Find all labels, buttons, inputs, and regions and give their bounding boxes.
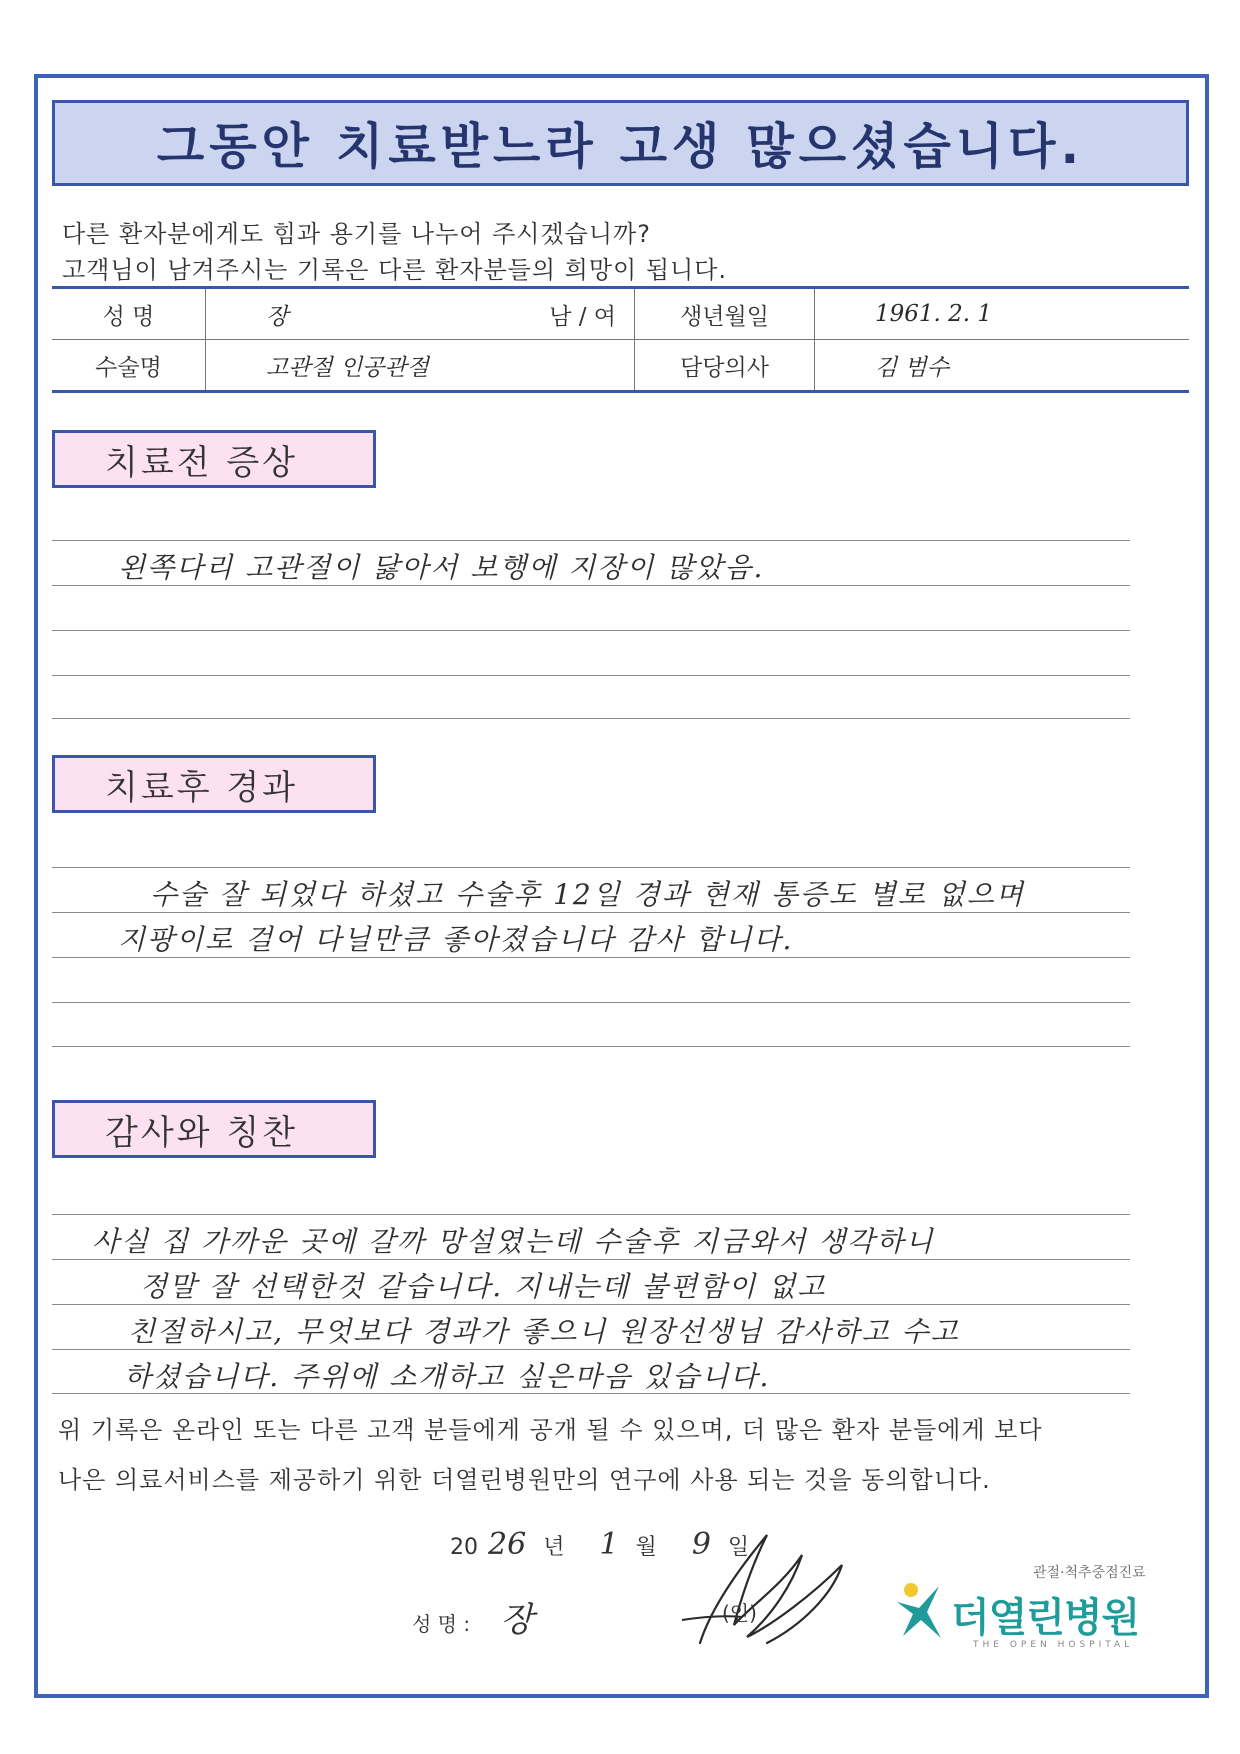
date-month-label: 월 <box>635 1535 657 1560</box>
name-value: 장 <box>266 303 289 330</box>
logo-subtitle: 관절·척추중점진료 <box>1033 1565 1146 1581</box>
logo-english: THE OPEN HOSPITAL <box>973 1640 1134 1650</box>
name-cell <box>206 288 635 340</box>
doctor-value: 김 범수 <box>815 340 1190 392</box>
writing-line <box>52 1002 1130 1003</box>
after-text-line-1: 수술 잘 되었다 하셨고 수술후 12일 경과 현재 통증도 별로 없으며 <box>150 878 1025 911</box>
signature-line <box>412 1592 533 1641</box>
birth-label: 생년월일 <box>635 288 815 340</box>
writing-line <box>52 630 1130 631</box>
doctor-label: 담당의사 <box>635 340 815 392</box>
thanks-text-line-4: 하셨습니다. 주위에 소개하고 싶은마음 있습니다. <box>124 1360 771 1393</box>
after-text-line-2: 지팡이로 걸어 다닐만큼 좋아졌습니다 감사 합니다. <box>118 923 794 956</box>
seal-mark: (인) <box>722 1601 757 1625</box>
gender-label: 남 / 여 <box>549 303 616 330</box>
writing-line <box>52 867 1130 868</box>
hospital-logo <box>893 1562 1173 1662</box>
section-thanks-heading: 감사와 칭찬 <box>52 1100 376 1158</box>
writing-line <box>52 1046 1130 1047</box>
consent-line-2: 나은 의료서비스를 제공하기 위한 더열린병원만의 연구에 사용 되는 것을 동의합니다. <box>58 1466 991 1494</box>
thanks-text-line-3: 친절하시고, 무엇보다 경과가 좋으니 원장선생님 감사하고 수고 <box>128 1315 960 1348</box>
writing-line <box>52 540 1130 541</box>
signature-name: 장 <box>500 1600 534 1640</box>
date-day: 9 <box>691 1527 711 1562</box>
title-banner <box>52 100 1189 186</box>
intro-line-1: 다른 환자분에게도 힘과 용기를 나누어 주시겠습니까? <box>62 220 651 248</box>
date-month: 1 <box>599 1527 619 1562</box>
before-text-line-1: 왼쪽다리 고관절이 닳아서 보행에 지장이 많았음. <box>118 551 765 584</box>
date-year-prefix: 20 <box>450 1535 478 1560</box>
writing-line <box>52 1214 1130 1215</box>
signature-label: 성 명 : <box>412 1612 471 1636</box>
birth-value: 1961. 2. 1 <box>815 288 1190 340</box>
patient-info-table <box>52 286 1189 393</box>
surgery-label: 수술명 <box>52 340 206 392</box>
date-day-label: 일 <box>727 1535 750 1560</box>
person-logo-icon <box>893 1580 949 1644</box>
date-year-label: 년 <box>543 1535 565 1560</box>
name-label: 성 명 <box>52 288 206 340</box>
page-title: 그동안 치료받느라 고생 많으셨습니다. <box>156 118 1085 175</box>
section-before-heading: 치료전 증상 <box>52 430 376 488</box>
thanks-text-line-1: 사실 집 가까운 곳에 갈까 망설였는데 수술후 지금와서 생각하니 <box>92 1225 935 1258</box>
thanks-text-line-2: 정말 잘 선택한것 같습니다. 지내는데 불편함이 없고 <box>140 1270 827 1303</box>
intro-line-2: 고객님이 남겨주시는 기록은 다른 환자분들의 희망이 됩니다. <box>62 256 728 284</box>
writing-line <box>52 718 1130 719</box>
handwritten-signature <box>672 1525 872 1655</box>
section-after-heading: 치료후 경과 <box>52 755 376 813</box>
surgery-value: 고관절 인공관절 <box>206 340 635 392</box>
consent-line-1: 위 기록은 온라인 또는 다른 고객 분들에게 공개 될 수 있으며, 더 많은 환자 분들에게 보다 <box>58 1416 1043 1444</box>
logo-name: 더열린병원 <box>951 1595 1140 1641</box>
writing-line <box>52 675 1130 676</box>
date-year: 26 <box>488 1527 527 1562</box>
